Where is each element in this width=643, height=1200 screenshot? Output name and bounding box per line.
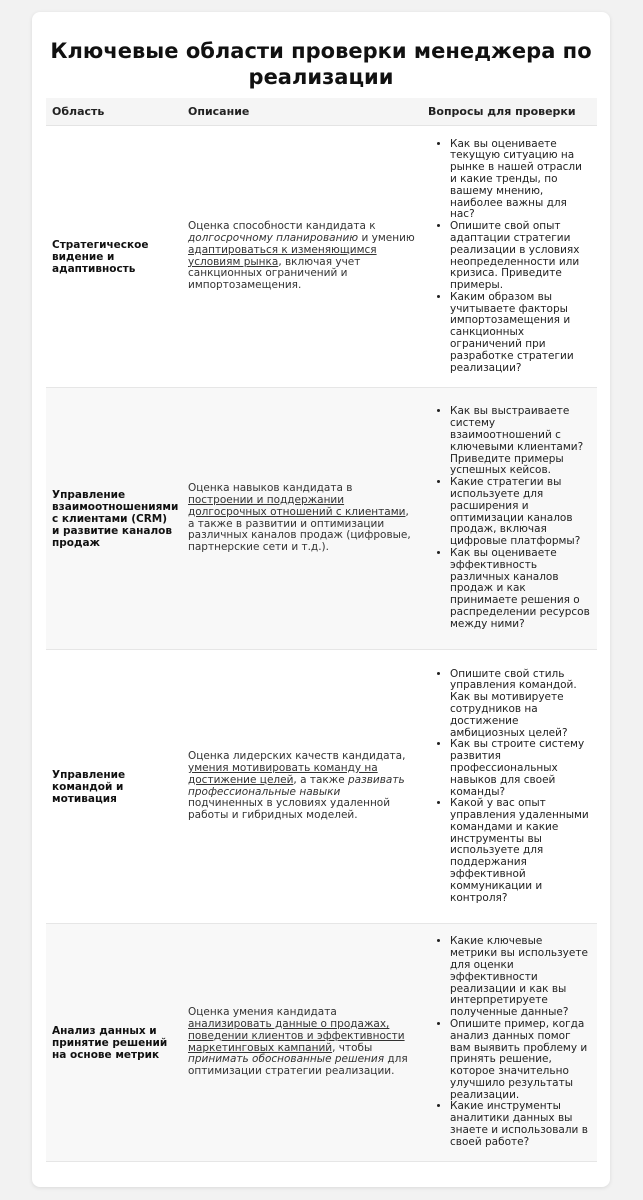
- content-card: [32, 12, 610, 1187]
- description-cell: [182, 650, 422, 924]
- question-item: • Опишите свой стиль управления командой. Как вы мотивируете сотрудников на достижение амбициозных целей?: [450, 669, 591, 740]
- table-row: [46, 126, 597, 388]
- description-cell: [182, 126, 422, 388]
- desc-text: подчиненных в условиях удаленной работы и гибридных моделей.: [188, 797, 391, 822]
- questions-cell: [422, 126, 597, 388]
- desc-text: , а также в развитии и оптимизации различных каналов продаж (цифровые, партнерские сети и т.д.).: [188, 505, 411, 554]
- desc-text: Оценка умения кандидата: [188, 1006, 337, 1019]
- desc-underline: анализировать данные о продажах, поведении клиентов и эффективности маркетинговых кампаний: [188, 1017, 405, 1054]
- description-cell: [182, 924, 422, 1162]
- desc-text: Оценка лидерских качеств кандидата,: [188, 750, 406, 763]
- desc-text: и умению: [358, 231, 415, 244]
- questions-cell: [422, 650, 597, 924]
- desc-text: Оценка способности кандидата к: [188, 220, 376, 233]
- desc-underline: умения мотивировать команду на достижение целей: [188, 761, 378, 786]
- table-header-row: [46, 98, 597, 126]
- question-item: • Как вы строите систему развития профессиональных навыков для своей команды?: [450, 739, 591, 798]
- header-area: Область: [46, 98, 182, 126]
- desc-emphasis: принимать обоснованные решения: [188, 1053, 385, 1066]
- header-questions: Вопросы для проверки: [422, 98, 597, 126]
- questions-list: [428, 139, 591, 375]
- page-title: Ключевые области проверки менеджера по реализации: [50, 39, 592, 89]
- desc-underline: построении и поддержании долгосрочных отношений с клиентами: [188, 493, 406, 518]
- desc-text: , включая учет санкционных ограничений и импортозамещения.: [188, 255, 361, 292]
- questions-cell: [422, 388, 597, 650]
- desc-emphasis: долгосрочному планированию: [188, 231, 359, 244]
- desc-text: Оценка навыков кандидата в: [188, 482, 353, 495]
- header-description: Описание: [182, 98, 422, 126]
- question-item: • Опишите пример, когда анализ данных помог вам выявить проблему и принять решение, которое значительно улучшило результаты реализации.: [450, 1019, 591, 1102]
- area-cell: Стратегическое видение и адаптивность: [46, 126, 182, 388]
- questions-list: [428, 406, 591, 630]
- area-cell: Управление командой и мотивация: [46, 650, 182, 924]
- desc-underline: адаптироваться к изменяющимся условиям рынка: [188, 243, 377, 268]
- desc-text: для оптимизации стратегии реализации.: [188, 1053, 408, 1078]
- question-item: • Как вы оцениваете эффективность различных каналов продаж и как принимаете решения о распределении ресурсов между ними?: [450, 548, 591, 631]
- table-row: [46, 924, 597, 1162]
- questions-cell: [422, 924, 597, 1162]
- question-item: • Какие стратегии вы используете для расширения и оптимизации каналов продаж, включая цифровые платформы?: [450, 477, 591, 548]
- description-cell: [182, 388, 422, 650]
- question-item: • Какие инструменты аналитики данных вы знаете и использовали в своей работе?: [450, 1101, 591, 1148]
- table-row: [46, 388, 597, 650]
- question-item: • Какой у вас опыт управления удаленными командами и какие инструменты вы используете для поддержания эффективной коммуникации и контроля?: [450, 798, 591, 904]
- review-areas-table: [46, 98, 597, 1162]
- desc-text: , а также: [293, 773, 349, 786]
- question-item: • Как вы выстраиваете систему взаимоотношений с ключевыми клиентами? Приведите примеры успешных кейсов.: [450, 406, 591, 477]
- area-cell: Анализ данных и принятие решений на основе метрик: [46, 924, 182, 1162]
- desc-text: , чтобы: [332, 1041, 373, 1054]
- question-item: • Каким образом вы учитываете факторы импортозамещения и санкционных ограничений при разработке стратегии реализации?: [450, 292, 591, 375]
- question-item: • Какие ключевые метрики вы используете для оценки эффективности реализации и как вы интерпретируете полученные данные?: [450, 936, 591, 1019]
- question-item: • Опишите свой опыт адаптации стратегии реализации в условиях неопределенности или кризиса. Приведите примеры.: [450, 221, 591, 292]
- questions-list: [428, 936, 591, 1148]
- questions-list: [428, 669, 591, 905]
- table-row: [46, 650, 597, 924]
- desc-emphasis: развивать профессиональные навыки: [188, 773, 405, 798]
- area-cell: Управление взаимоотношениями с клиентами (CRM) и развитие каналов продаж: [46, 388, 182, 650]
- question-item: • Как вы оцениваете текущую ситуацию на рынке в нашей отрасли и какие тренды, по вашему мнению, наиболее важны для нас?: [450, 139, 591, 222]
